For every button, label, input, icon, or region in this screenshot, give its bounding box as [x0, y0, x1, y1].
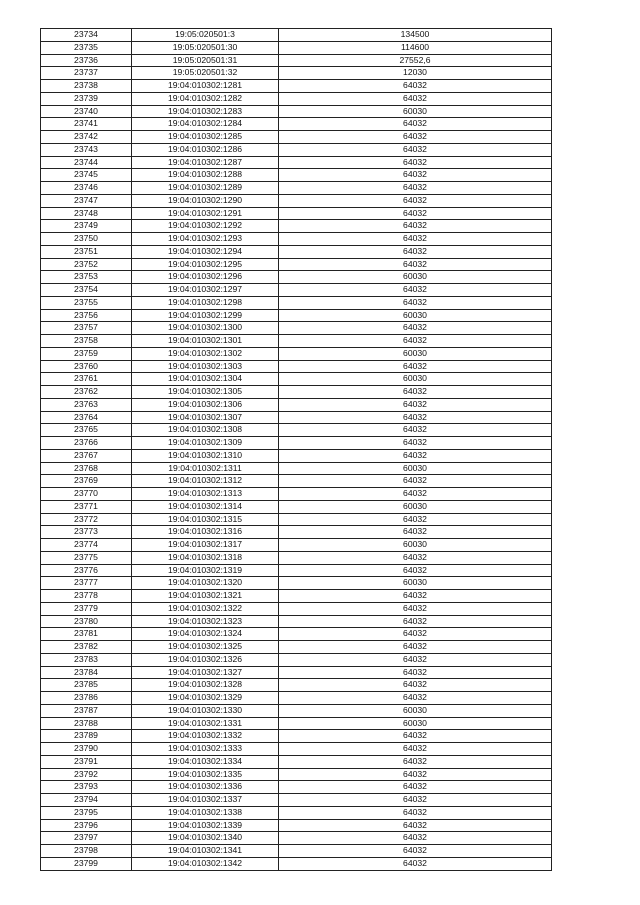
row-number-cell: 23766	[41, 437, 132, 450]
table-row	[41, 143, 552, 156]
table-row	[41, 347, 552, 360]
table-row	[41, 488, 552, 501]
cadastral-number-cell: 19:04:010302:1340	[132, 832, 279, 845]
table-row	[41, 819, 552, 832]
row-number-cell: 23739	[41, 92, 132, 105]
table-row	[41, 666, 552, 679]
row-number-cell: 23743	[41, 143, 132, 156]
table-row	[41, 794, 552, 807]
value-cell: 64032	[279, 207, 552, 220]
table-row	[41, 131, 552, 144]
value-cell: 60030	[279, 577, 552, 590]
table-row	[41, 182, 552, 195]
cadastral-number-cell: 19:05:020501:31	[132, 54, 279, 67]
cadastral-number-cell: 19:04:010302:1331	[132, 717, 279, 730]
row-number-cell: 23777	[41, 577, 132, 590]
row-number-cell: 23745	[41, 169, 132, 182]
row-number-cell: 23737	[41, 67, 132, 80]
value-cell: 64032	[279, 156, 552, 169]
cadastral-number-cell: 19:04:010302:1305	[132, 386, 279, 399]
value-cell: 64032	[279, 730, 552, 743]
value-cell: 64032	[279, 781, 552, 794]
row-number-cell: 23761	[41, 373, 132, 386]
table-row	[41, 832, 552, 845]
cadastral-number-cell: 19:04:010302:1327	[132, 666, 279, 679]
table-row	[41, 322, 552, 335]
cadastral-number-cell: 19:04:010302:1342	[132, 857, 279, 870]
row-number-cell: 23749	[41, 220, 132, 233]
cadastral-number-cell: 19:04:010302:1288	[132, 169, 279, 182]
table-row	[41, 220, 552, 233]
cadastral-number-cell: 19:04:010302:1335	[132, 768, 279, 781]
table-row	[41, 67, 552, 80]
cadastral-number-cell: 19:04:010302:1289	[132, 182, 279, 195]
value-cell: 134500	[279, 29, 552, 42]
row-number-cell: 23758	[41, 335, 132, 348]
table-row	[41, 730, 552, 743]
table-row	[41, 628, 552, 641]
table-row	[41, 692, 552, 705]
cadastral-number-cell: 19:04:010302:1323	[132, 615, 279, 628]
table-row	[41, 577, 552, 590]
row-number-cell: 23744	[41, 156, 132, 169]
table-row	[41, 717, 552, 730]
value-cell: 64032	[279, 794, 552, 807]
table-row	[41, 194, 552, 207]
row-number-cell: 23760	[41, 360, 132, 373]
table-row	[41, 564, 552, 577]
value-cell: 64032	[279, 590, 552, 603]
table-row	[41, 704, 552, 717]
value-cell: 64032	[279, 335, 552, 348]
cadastral-number-cell: 19:04:010302:1314	[132, 500, 279, 513]
table-row	[41, 41, 552, 54]
row-number-cell: 23790	[41, 743, 132, 756]
value-cell: 64032	[279, 284, 552, 297]
row-number-cell: 23797	[41, 832, 132, 845]
value-cell: 64032	[279, 551, 552, 564]
value-cell: 60030	[279, 500, 552, 513]
row-number-cell: 23746	[41, 182, 132, 195]
table-row	[41, 845, 552, 858]
row-number-cell: 23781	[41, 628, 132, 641]
cadastral-number-cell: 19:04:010302:1330	[132, 704, 279, 717]
cadastral-number-cell: 19:04:010302:1336	[132, 781, 279, 794]
table-row	[41, 615, 552, 628]
cadastral-number-cell: 19:04:010302:1329	[132, 692, 279, 705]
row-number-cell: 23755	[41, 296, 132, 309]
value-cell: 60030	[279, 373, 552, 386]
value-cell: 64032	[279, 92, 552, 105]
table-row	[41, 551, 552, 564]
cadastral-number-cell: 19:04:010302:1319	[132, 564, 279, 577]
table-row	[41, 284, 552, 297]
table-row	[41, 653, 552, 666]
row-number-cell: 23764	[41, 411, 132, 424]
row-number-cell: 23779	[41, 602, 132, 615]
row-number-cell: 23794	[41, 794, 132, 807]
table-row	[41, 92, 552, 105]
table-row	[41, 233, 552, 246]
table-row	[41, 118, 552, 131]
table-row	[41, 411, 552, 424]
value-cell: 64032	[279, 819, 552, 832]
cadastral-number-cell: 19:04:010302:1295	[132, 258, 279, 271]
table-row	[41, 296, 552, 309]
value-cell: 64032	[279, 182, 552, 195]
row-number-cell: 23796	[41, 819, 132, 832]
cadastral-number-cell: 19:04:010302:1300	[132, 322, 279, 335]
table-row	[41, 271, 552, 284]
value-cell: 64032	[279, 322, 552, 335]
row-number-cell: 23776	[41, 564, 132, 577]
value-cell: 64032	[279, 80, 552, 93]
value-cell: 64032	[279, 602, 552, 615]
row-number-cell: 23751	[41, 245, 132, 258]
cadastral-number-cell: 19:04:010302:1316	[132, 526, 279, 539]
row-number-cell: 23778	[41, 590, 132, 603]
row-number-cell: 23747	[41, 194, 132, 207]
table-row	[41, 54, 552, 67]
row-number-cell: 23750	[41, 233, 132, 246]
cadastral-number-cell: 19:04:010302:1291	[132, 207, 279, 220]
table-row	[41, 424, 552, 437]
cadastral-number-cell: 19:04:010302:1283	[132, 105, 279, 118]
cadastral-number-cell: 19:04:010302:1309	[132, 437, 279, 450]
row-number-cell: 23786	[41, 692, 132, 705]
table-row	[41, 258, 552, 271]
cadastral-number-cell: 19:04:010302:1333	[132, 743, 279, 756]
cadastral-number-cell: 19:04:010302:1341	[132, 845, 279, 858]
row-number-cell: 23734	[41, 29, 132, 42]
table-row	[41, 245, 552, 258]
value-cell: 64032	[279, 169, 552, 182]
table-row	[41, 437, 552, 450]
row-number-cell: 23787	[41, 704, 132, 717]
value-cell: 64032	[279, 628, 552, 641]
row-number-cell: 23753	[41, 271, 132, 284]
cadastral-number-cell: 19:04:010302:1304	[132, 373, 279, 386]
cadastral-number-cell: 19:04:010302:1284	[132, 118, 279, 131]
table-body	[41, 29, 552, 871]
cadastral-number-cell: 19:04:010302:1321	[132, 590, 279, 603]
cadastral-number-cell: 19:04:010302:1286	[132, 143, 279, 156]
value-cell: 64032	[279, 743, 552, 756]
row-number-cell: 23789	[41, 730, 132, 743]
row-number-cell: 23791	[41, 755, 132, 768]
cadastral-number-cell: 19:04:010302:1310	[132, 449, 279, 462]
value-cell: 64032	[279, 832, 552, 845]
value-cell: 64032	[279, 245, 552, 258]
table-row	[41, 156, 552, 169]
value-cell: 60030	[279, 271, 552, 284]
table-row	[41, 806, 552, 819]
row-number-cell: 23756	[41, 309, 132, 322]
row-number-cell: 23785	[41, 679, 132, 692]
value-cell: 60030	[279, 704, 552, 717]
cadastral-number-cell: 19:04:010302:1338	[132, 806, 279, 819]
value-cell: 27552,6	[279, 54, 552, 67]
value-cell: 64032	[279, 666, 552, 679]
table-row	[41, 590, 552, 603]
cadastral-number-cell: 19:04:010302:1298	[132, 296, 279, 309]
cadastral-number-cell: 19:04:010302:1324	[132, 628, 279, 641]
row-number-cell: 23784	[41, 666, 132, 679]
row-number-cell: 23782	[41, 641, 132, 654]
value-cell: 64032	[279, 755, 552, 768]
cadastral-number-cell: 19:04:010302:1311	[132, 462, 279, 475]
cadastral-number-cell: 19:04:010302:1301	[132, 335, 279, 348]
cadastral-number-cell: 19:04:010302:1318	[132, 551, 279, 564]
row-number-cell: 23799	[41, 857, 132, 870]
row-number-cell: 23793	[41, 781, 132, 794]
table-row	[41, 768, 552, 781]
row-number-cell: 23788	[41, 717, 132, 730]
value-cell: 60030	[279, 347, 552, 360]
cadastral-number-cell: 19:04:010302:1285	[132, 131, 279, 144]
value-cell: 64032	[279, 118, 552, 131]
cadastral-number-cell: 19:05:020501:32	[132, 67, 279, 80]
row-number-cell: 23775	[41, 551, 132, 564]
row-number-cell: 23765	[41, 424, 132, 437]
cadastral-number-cell: 19:04:010302:1306	[132, 398, 279, 411]
value-cell: 64032	[279, 857, 552, 870]
table-row	[41, 857, 552, 870]
value-cell: 64032	[279, 679, 552, 692]
row-number-cell: 23795	[41, 806, 132, 819]
cadastral-number-cell: 19:04:010302:1339	[132, 819, 279, 832]
value-cell: 64032	[279, 131, 552, 144]
value-cell: 64032	[279, 143, 552, 156]
table-row	[41, 105, 552, 118]
value-cell: 64032	[279, 526, 552, 539]
value-cell: 64032	[279, 398, 552, 411]
cadastral-number-cell: 19:04:010302:1292	[132, 220, 279, 233]
value-cell: 60030	[279, 105, 552, 118]
value-cell: 64032	[279, 258, 552, 271]
cadastral-number-cell: 19:04:010302:1313	[132, 488, 279, 501]
value-cell: 60030	[279, 309, 552, 322]
table-row	[41, 207, 552, 220]
value-cell: 64032	[279, 437, 552, 450]
table-row	[41, 781, 552, 794]
value-cell: 64032	[279, 692, 552, 705]
value-cell: 64032	[279, 488, 552, 501]
table-row	[41, 360, 552, 373]
row-number-cell: 23798	[41, 845, 132, 858]
cadastral-number-cell: 19:04:010302:1312	[132, 475, 279, 488]
cadastral-number-cell: 19:04:010302:1325	[132, 641, 279, 654]
row-number-cell: 23771	[41, 500, 132, 513]
cadastral-table	[40, 28, 552, 871]
cadastral-number-cell: 19:04:010302:1307	[132, 411, 279, 424]
cadastral-number-cell: 19:04:010302:1328	[132, 679, 279, 692]
table-row	[41, 500, 552, 513]
value-cell: 114600	[279, 41, 552, 54]
table-row	[41, 462, 552, 475]
row-number-cell: 23780	[41, 615, 132, 628]
value-cell: 64032	[279, 296, 552, 309]
row-number-cell: 23742	[41, 131, 132, 144]
table-row	[41, 513, 552, 526]
value-cell: 64032	[279, 653, 552, 666]
row-number-cell: 23748	[41, 207, 132, 220]
cadastral-number-cell: 19:04:010302:1299	[132, 309, 279, 322]
value-cell: 64032	[279, 641, 552, 654]
value-cell: 64032	[279, 360, 552, 373]
cadastral-number-cell: 19:04:010302:1317	[132, 539, 279, 552]
cadastral-number-cell: 19:05:020501:30	[132, 41, 279, 54]
row-number-cell: 23768	[41, 462, 132, 475]
table-row	[41, 743, 552, 756]
value-cell: 60030	[279, 717, 552, 730]
cadastral-number-cell: 19:04:010302:1322	[132, 602, 279, 615]
table-row	[41, 335, 552, 348]
cadastral-number-cell: 19:04:010302:1326	[132, 653, 279, 666]
cadastral-number-cell: 19:04:010302:1290	[132, 194, 279, 207]
cadastral-number-cell: 19:04:010302:1303	[132, 360, 279, 373]
value-cell: 64032	[279, 845, 552, 858]
table-row	[41, 80, 552, 93]
table-row	[41, 309, 552, 322]
row-number-cell: 23752	[41, 258, 132, 271]
row-number-cell: 23740	[41, 105, 132, 118]
row-number-cell: 23762	[41, 386, 132, 399]
value-cell: 64032	[279, 768, 552, 781]
value-cell: 12030	[279, 67, 552, 80]
table-row	[41, 679, 552, 692]
value-cell: 64032	[279, 411, 552, 424]
row-number-cell: 23735	[41, 41, 132, 54]
row-number-cell: 23769	[41, 475, 132, 488]
value-cell: 64032	[279, 615, 552, 628]
cadastral-number-cell: 19:04:010302:1337	[132, 794, 279, 807]
cadastral-number-cell: 19:04:010302:1293	[132, 233, 279, 246]
value-cell: 64032	[279, 386, 552, 399]
cadastral-number-cell: 19:04:010302:1332	[132, 730, 279, 743]
row-number-cell: 23763	[41, 398, 132, 411]
row-number-cell: 23767	[41, 449, 132, 462]
table-row	[41, 386, 552, 399]
row-number-cell: 23773	[41, 526, 132, 539]
value-cell: 64032	[279, 513, 552, 526]
row-number-cell: 23754	[41, 284, 132, 297]
value-cell: 64032	[279, 194, 552, 207]
table-row	[41, 29, 552, 42]
value-cell: 64032	[279, 233, 552, 246]
row-number-cell: 23759	[41, 347, 132, 360]
value-cell: 60030	[279, 462, 552, 475]
row-number-cell: 23757	[41, 322, 132, 335]
value-cell: 64032	[279, 564, 552, 577]
table-row	[41, 449, 552, 462]
table-row	[41, 641, 552, 654]
row-number-cell: 23741	[41, 118, 132, 131]
cadastral-number-cell: 19:04:010302:1282	[132, 92, 279, 105]
value-cell: 64032	[279, 449, 552, 462]
row-number-cell: 23736	[41, 54, 132, 67]
row-number-cell: 23783	[41, 653, 132, 666]
value-cell: 64032	[279, 424, 552, 437]
value-cell: 64032	[279, 475, 552, 488]
cadastral-number-cell: 19:04:010302:1302	[132, 347, 279, 360]
cadastral-number-cell: 19:04:010302:1281	[132, 80, 279, 93]
table-row	[41, 373, 552, 386]
row-number-cell: 23774	[41, 539, 132, 552]
value-cell: 64032	[279, 806, 552, 819]
table-row	[41, 475, 552, 488]
row-number-cell: 23738	[41, 80, 132, 93]
row-number-cell: 23772	[41, 513, 132, 526]
cadastral-number-cell: 19:04:010302:1296	[132, 271, 279, 284]
cadastral-number-cell: 19:04:010302:1287	[132, 156, 279, 169]
cadastral-number-cell: 19:04:010302:1308	[132, 424, 279, 437]
row-number-cell: 23770	[41, 488, 132, 501]
table-row	[41, 602, 552, 615]
value-cell: 60030	[279, 539, 552, 552]
table-row	[41, 526, 552, 539]
table-row	[41, 539, 552, 552]
table-row	[41, 755, 552, 768]
cadastral-number-cell: 19:04:010302:1315	[132, 513, 279, 526]
cadastral-number-cell: 19:04:010302:1294	[132, 245, 279, 258]
cadastral-number-cell: 19:04:010302:1334	[132, 755, 279, 768]
table-row	[41, 398, 552, 411]
value-cell: 64032	[279, 220, 552, 233]
row-number-cell: 23792	[41, 768, 132, 781]
cadastral-number-cell: 19:05:020501:3	[132, 29, 279, 42]
table-row	[41, 169, 552, 182]
cadastral-number-cell: 19:04:010302:1297	[132, 284, 279, 297]
cadastral-number-cell: 19:04:010302:1320	[132, 577, 279, 590]
